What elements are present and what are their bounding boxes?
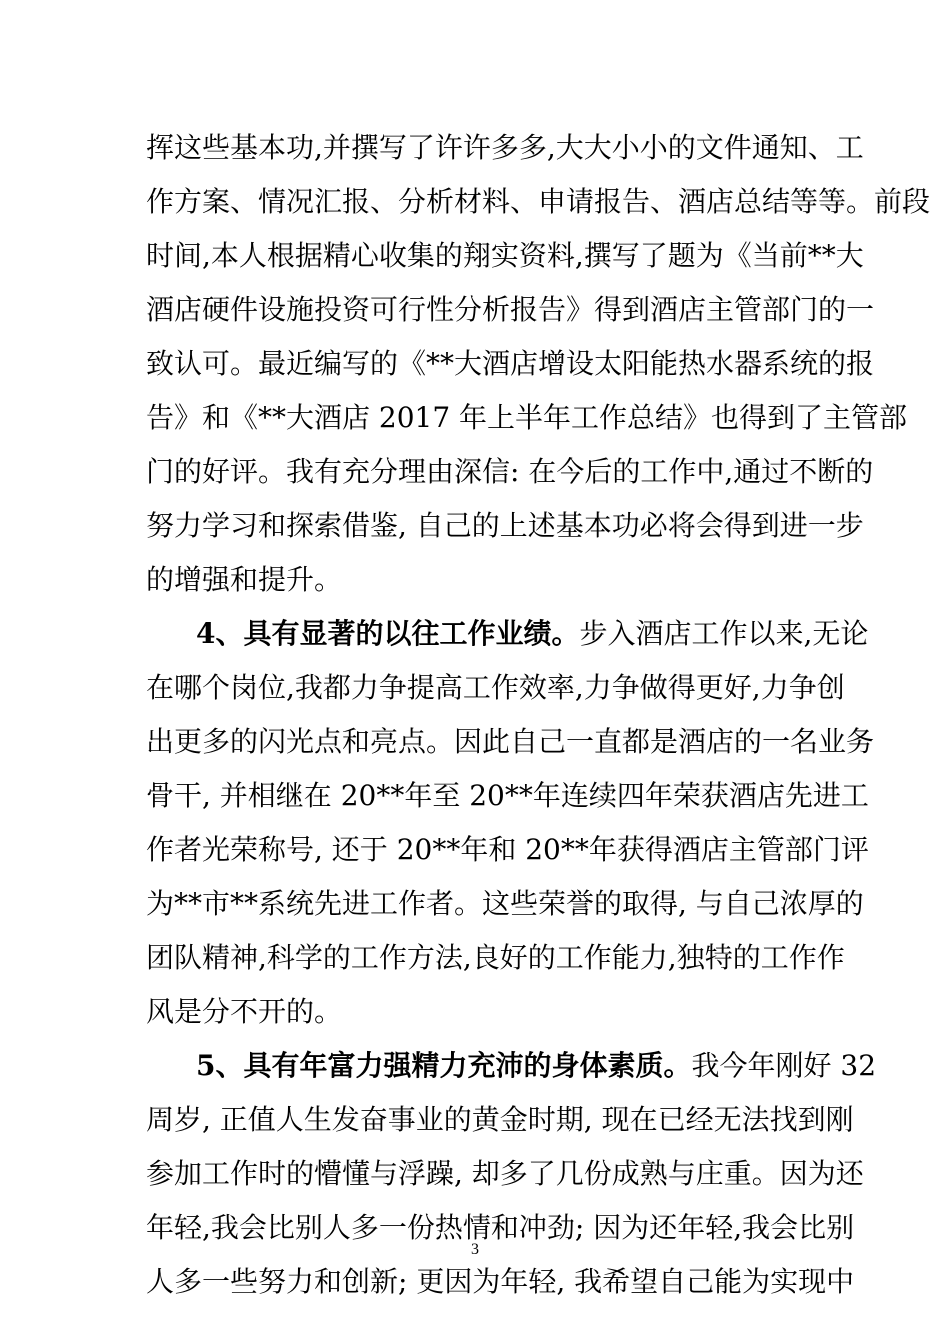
text-line: 骨干, 并相继在 20**年至 20**年连续四年荣获酒店先进工 <box>146 779 869 812</box>
text-line: 挥这些基本功,并撰写了许许多多,大大小小的文件通知、工 <box>146 131 864 164</box>
text-line: 致认可。最近编写的《**大酒店增设太阳能热水器系统的报 <box>146 347 875 380</box>
text-line: 团队精神,科学的工作方法,良好的工作能力,独特的工作作 <box>146 941 845 974</box>
paragraph-5-first-rest: 我今年刚好 32 <box>691 1049 877 1082</box>
text-line: 风是分不开的。 <box>146 995 343 1028</box>
text-line: 周岁, 正值人生发奋事业的黄金时期, 现在已经无法找到刚 <box>146 1103 854 1136</box>
text-line: 门的好评。我有充分理由深信: 在今后的工作中,通过不断的 <box>146 455 874 488</box>
paragraph-5-heading: 5、具有年富力强精力充沛的身体素质。 <box>196 1049 692 1082</box>
text-line: 人多一些努力和创新; 更因为年轻, 我希望自己能为实现中 <box>146 1265 855 1298</box>
text-line: 努力学习和探索借鉴, 自己的上述基本功必将会得到进一步 <box>146 509 864 542</box>
paragraph-5-first-line <box>196 1039 877 1093</box>
text-line: 出更多的闪光点和亮点。因此自己一直都是酒店的一名业务 <box>146 725 875 758</box>
paragraph-4-first-rest: 步入酒店工作以来,无论 <box>579 617 869 650</box>
text-line: 在哪个岗位,我都力争提高工作效率,力争做得更好,力争创 <box>146 671 845 704</box>
text-line: 作者光荣称号, 还于 20**年和 20**年获得酒店主管部门评 <box>146 833 869 866</box>
text-line: 的增强和提升。 <box>146 563 343 596</box>
text-line: 酒店硬件设施投资可行性分析报告》得到酒店主管部门的一 <box>146 293 875 326</box>
page-number: 3 <box>471 1241 479 1258</box>
text-line: 作方案、情况汇报、分析材料、申请报告、酒店总结等等。前段 <box>146 185 931 218</box>
text-line: 告》和《**大酒店 2017 年上半年工作总结》也得到了主管部 <box>146 401 908 434</box>
text-line: 年轻,我会比别人多一份热情和冲劲; 因为还年轻,我会比别 <box>146 1211 855 1244</box>
paragraph-4-heading: 4、具有显著的以往工作业绩。 <box>196 617 580 650</box>
text-line: 参加工作时的懵懂与浮躁, 却多了几份成熟与庄重。因为还 <box>146 1157 864 1190</box>
text-line: 为**市**系统先进工作者。这些荣誉的取得, 与自己浓厚的 <box>146 887 864 920</box>
text-line: 时间,本人根据精心收集的翔实资料,撰写了题为《当前**大 <box>146 239 864 272</box>
paragraph-4-first-line <box>196 607 869 661</box>
